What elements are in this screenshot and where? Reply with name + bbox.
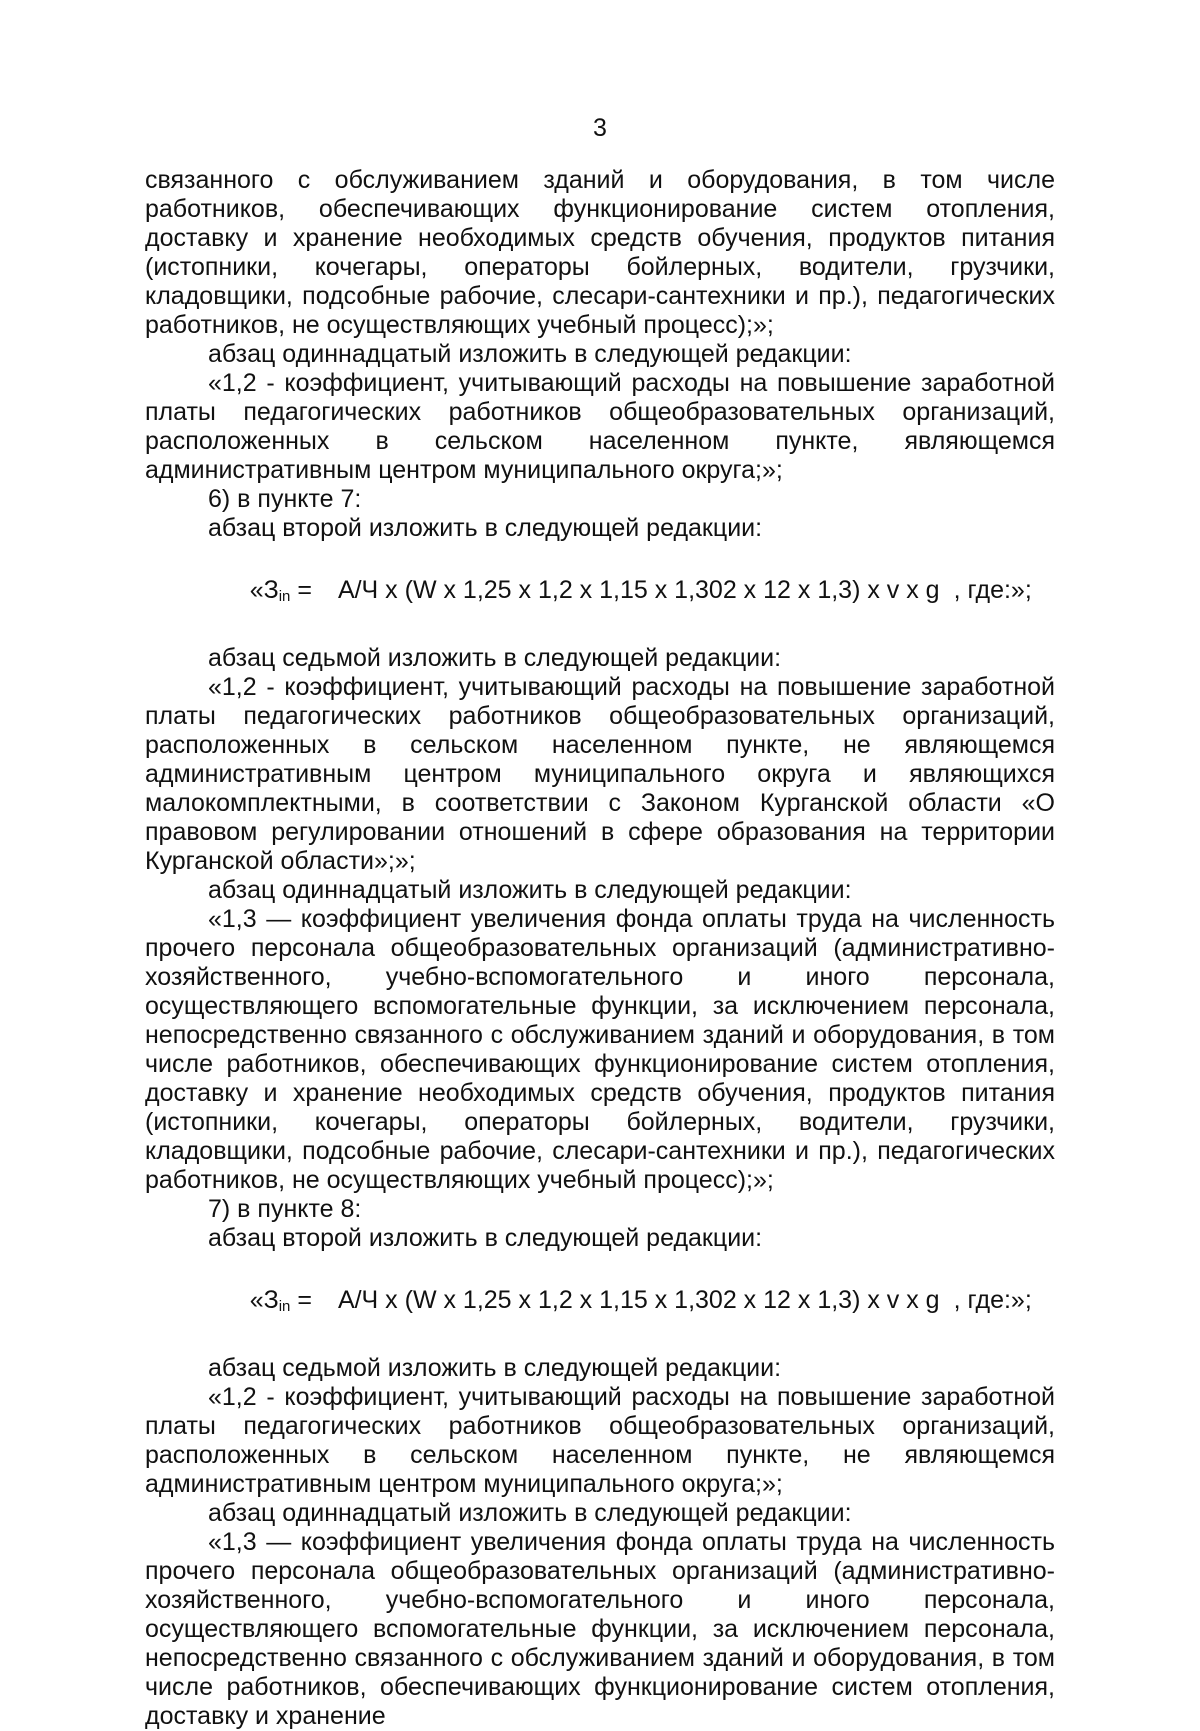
clause-heading: 6) в пункте 7: xyxy=(208,485,362,513)
formula-open: «З xyxy=(249,576,279,604)
amendment-text: «1,3 — коэффициент увеличения фонда оплаты труда на численность прочего персонала общеобразовательных организаций (административно-хозяйственного, учебно-вспомогательного и иного персонала, осуществляющего вспомогательные функции, за исключением персонала, непосредственно связанного с обслуживанием зданий и оборудования, в том числе работников, обеспечивающих функционирование систем отопления, доставку и хранение xyxy=(145,1528,1055,1730)
clause-heading: 7) в пункте 8: xyxy=(208,1195,362,1223)
paragraph-continuation: связанного с обслуживанием зданий и оборудования, в том числе работников, обеспечивающих функционирование систем отопления, доставку и хранение необходимых средств обучения, продуктов питания (истопники, кочегары, операторы бойлерных, водители, грузчики, кладовщики, подсобные рабочие, слесари-сантехники и пр.), педагогических работников, не осуществляющих учебный процесс);»; xyxy=(145,166,1055,339)
amendment-instruction: абзац седьмой изложить в следующей редакции: xyxy=(208,1354,782,1382)
formula-lhs xyxy=(250,576,312,611)
document-body xyxy=(145,166,1055,1731)
amendment-instruction: абзац одиннадцатый изложить в следующей редакции: xyxy=(208,1499,852,1527)
page-number: 3 xyxy=(593,114,607,142)
amendment-text: «1,3 — коэффициент увеличения фонда оплаты труда на численность прочего персонала общеобразовательных организаций (административно-хозяйственного, учебно-вспомогательного и иного персонала, осуществляющего вспомогательные функции, за исключением персонала, непосредственно связанного с обслуживанием зданий и оборудования, в том числе работников, обеспечивающих функционирование систем отопления, доставку и хранение необходимых средств обучения, продуктов питания (истопники, кочегары, операторы бойлерных, водители, грузчики, кладовщики, подсобные рабочие, слесари-сантехники и пр.), педагогических работников, не осуществляющих учебный процесс);»; xyxy=(145,905,1055,1194)
amendment-instruction: абзац седьмой изложить в следующей редакции: xyxy=(208,644,782,672)
formula xyxy=(145,547,1055,640)
formula-rhs: А/Ч х (W х 1,25 х 1,2 х 1,15 х 1,302 х 12 х 1,3) х v х g xyxy=(337,576,940,604)
amendment-text: «1,2 - коэффициент, учитывающий расходы на повышение заработной платы педагогических работников общеобразовательных организаций, расположенных в сельском населенном пункте, не являющемся административным центром муниципального округа;»; xyxy=(145,1383,1055,1498)
amendment-instruction: абзац второй изложить в следующей редакции: xyxy=(208,1224,763,1252)
amendment-text: «1,2 - коэффициент, учитывающий расходы на повышение заработной платы педагогических работников общеобразовательных организаций, расположенных в сельском населенном пункте, не являющемся административным центром муниципального округа и являющихся малокомплектными, в соответствии с Законом Курганской области «О правовом регулировании отношений в сфере образования на территории Курганской области»;»; xyxy=(145,673,1055,875)
amendment-instruction: абзац одиннадцатый изложить в следующей редакции: xyxy=(208,876,852,904)
amendment-instruction: абзац второй изложить в следующей редакции: xyxy=(208,514,763,542)
amendment-text: «1,2 - коэффициент, учитывающий расходы на повышение заработной платы педагогических работников общеобразовательных организаций, расположенных в сельском населенном пункте, являющемся административным центром муниципального округа;»; xyxy=(145,369,1055,484)
formula-equals: = xyxy=(290,576,312,604)
formula-tail: , где:»; xyxy=(953,576,1032,604)
amendment-instruction: абзац одиннадцатый изложить в следующей редакции: xyxy=(208,340,852,368)
formula xyxy=(145,1257,1055,1350)
formula-tail: , где:»; xyxy=(953,1286,1032,1314)
formula-equals: = xyxy=(290,1286,312,1314)
formula-rhs: А/Ч х (W х 1,25 х 1,2 х 1,15 х 1,302 х 12 х 1,3) х v х g xyxy=(337,1286,940,1314)
formula-subscript: in xyxy=(278,1298,291,1315)
formula-open: «З xyxy=(249,1286,279,1314)
formula-subscript: in xyxy=(278,588,291,605)
formula-lhs xyxy=(250,1286,312,1321)
